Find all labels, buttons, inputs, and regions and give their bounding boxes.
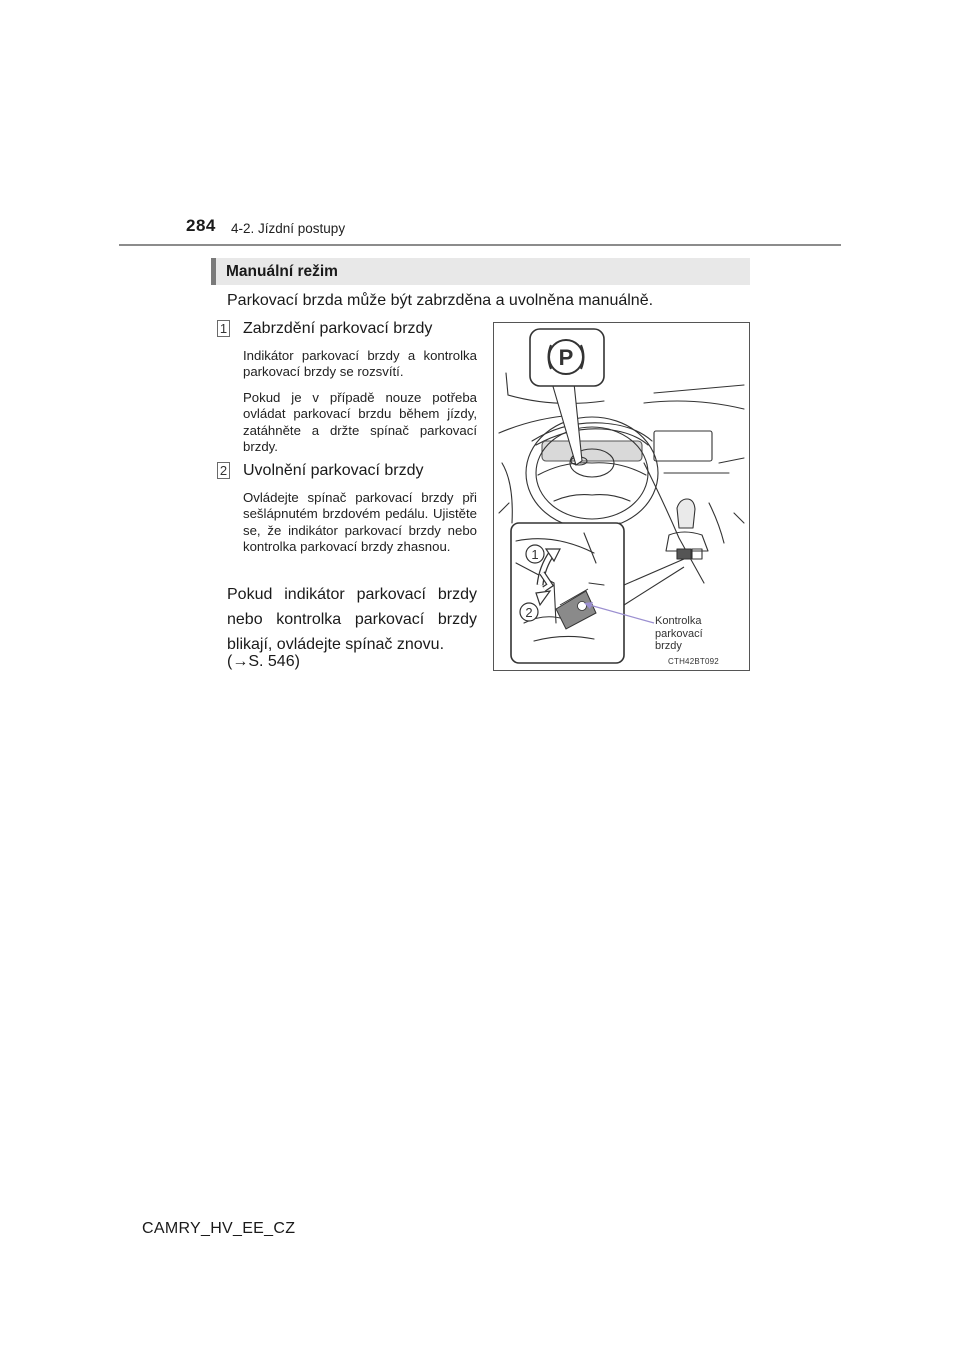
page-number: 284 bbox=[186, 216, 216, 235]
section-reference: 4-2. Jízdní postupy bbox=[231, 221, 346, 236]
step-1-paragraph-1: Indikátor parkovací brzdy a kontrolka parkovací brzdy se rozsvítí. bbox=[243, 348, 477, 380]
document-id-footer: CAMRY_HV_EE_CZ bbox=[142, 1220, 296, 1237]
step-2-paragraph-1: Ovládejte spínač parkovací brzdy při sešlápnutém brzdovém pedálu. Ujistěte se, že indikátor parkovací brzdy nebo kontrolka parkovací brzdy zhasnou. bbox=[243, 490, 477, 554]
indicator-label-line-2: parkovací bbox=[655, 627, 703, 640]
intro-text: Parkovací brzda může být zabrzděna a uvolněna manuálně. bbox=[227, 292, 654, 309]
p-indicator-symbol: P bbox=[558, 345, 574, 370]
section-heading: Manuální režim bbox=[226, 263, 338, 280]
page-reference-link[interactable]: (→S. 546) bbox=[227, 653, 300, 670]
step-1-paragraph-2: Pokud je v případě nouze potřeba ovládat parkovací brzdu během jízdy, zatáhněte a držte spínač parkovací brzdy. bbox=[243, 390, 477, 454]
indicator-label-line-3: brzdy bbox=[655, 640, 682, 652]
step-title-2: Uvolnění parkovací brzdy bbox=[243, 462, 424, 479]
dashboard-drawing bbox=[494, 323, 750, 671]
section-heading-bar bbox=[211, 258, 750, 285]
callout-1: 1 bbox=[531, 547, 539, 562]
callout-2: 2 bbox=[525, 605, 533, 620]
note-text: Pokud indikátor parkovací brzdy nebo kontrolka parkovací brzdy blikají, ovládejte spínač znovu. bbox=[227, 586, 477, 653]
step-number-2: 2 bbox=[217, 462, 230, 479]
header-divider bbox=[119, 244, 841, 246]
indicator-label-line-1: Kontrolka bbox=[655, 615, 702, 627]
step-number-1: 1 bbox=[217, 320, 230, 337]
step-title-1: Zabrzdění parkovací brzdy bbox=[243, 320, 433, 337]
indicator-label bbox=[655, 615, 703, 653]
figure-code: CTH42BT092 bbox=[668, 657, 719, 666]
heading-accent bbox=[211, 258, 216, 285]
parking-brake-illustration bbox=[493, 322, 750, 671]
